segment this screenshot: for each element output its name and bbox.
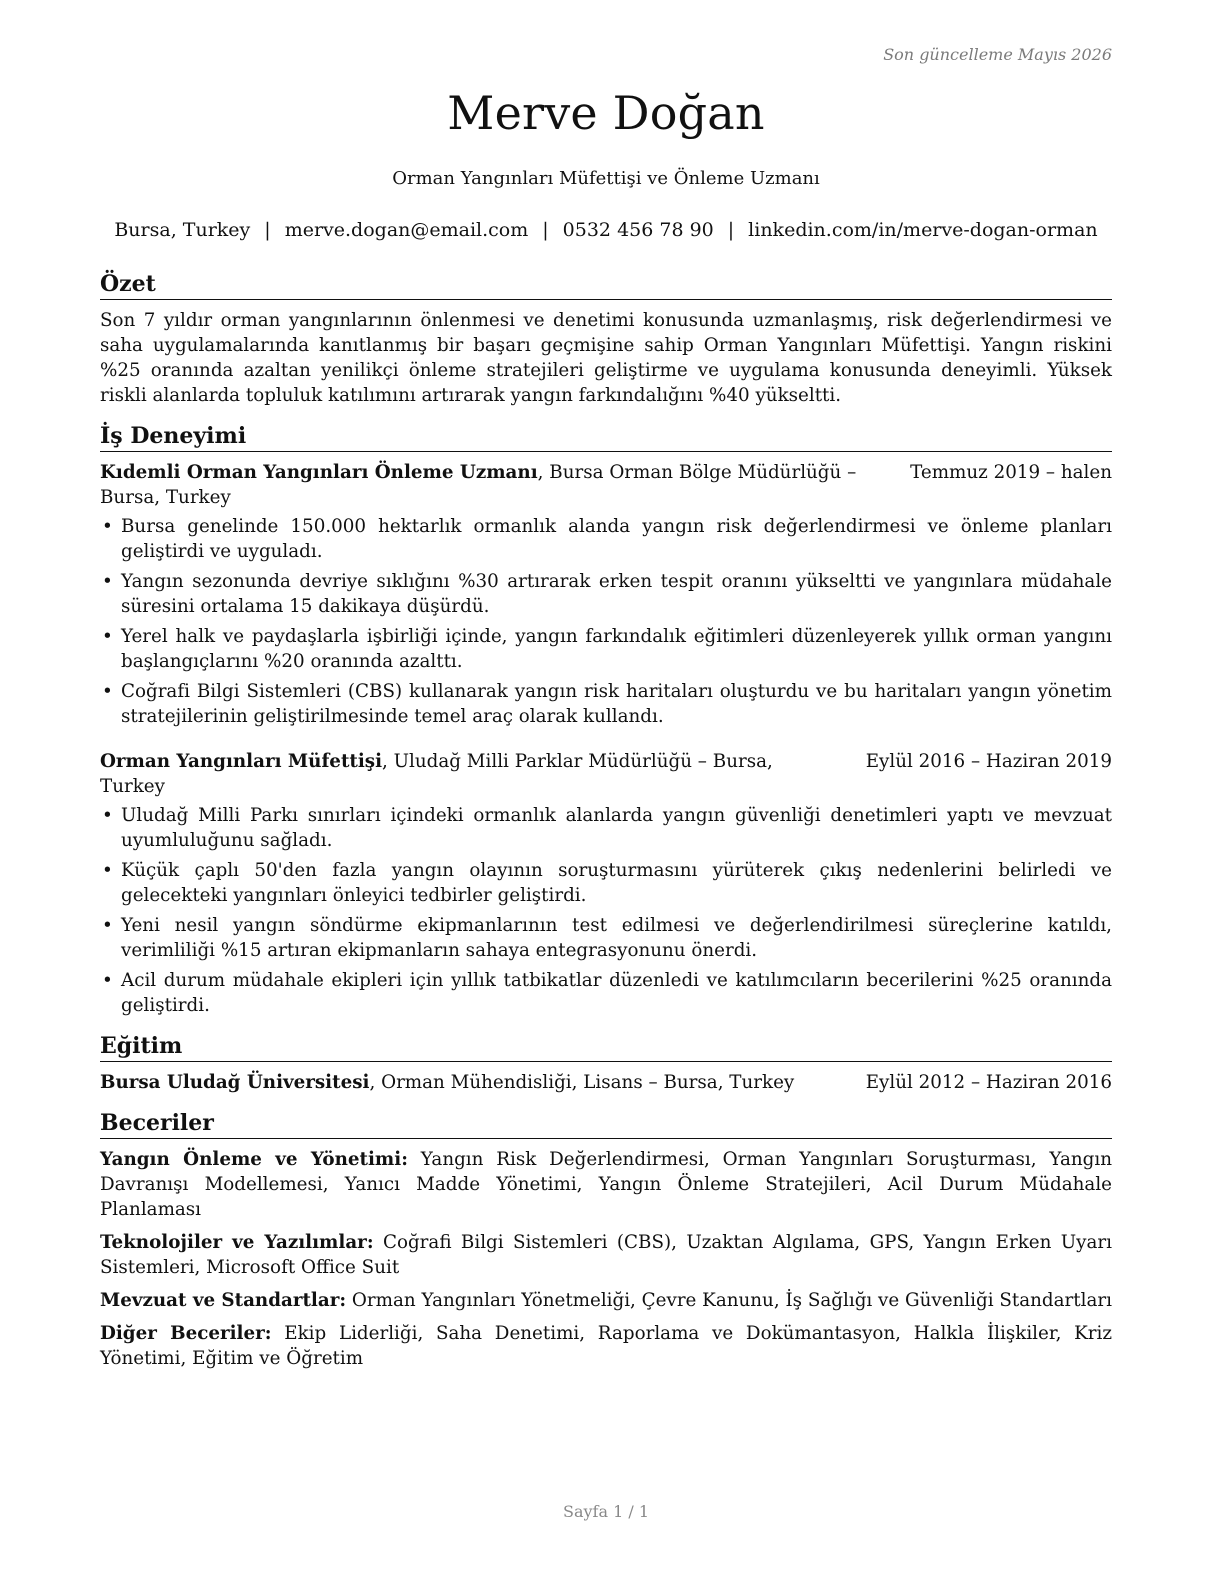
- job-dates: Eylül 2016 – Haziran 2019: [865, 751, 1112, 772]
- job-entry: [100, 749, 1112, 1018]
- skill-group: [100, 1288, 1112, 1313]
- job-entry: [100, 460, 1112, 729]
- page-number: Sayfa 1 / 1: [562, 1502, 649, 1521]
- skill-group-text: Yangın Risk Değerlendirmesi, Orman Yangınları Soruşturması, Yangın Davranışı Modellemesi, Yanıcı Madde Yönetimi, Yangın Önleme Stratejileri, Acil Durum Müdahale Planlaması: [100, 1149, 1113, 1220]
- contact-line: [100, 219, 1112, 241]
- candidate-title: Orman Yangınları Müfettişi ve Önleme Uzmanı: [392, 168, 820, 189]
- job-bullet: • Küçük çaplı 50'den fazla yangın olayının soruşturmasını yürüterek çıkış nedenlerini belirledi ve gelecekteki yangınları önleyici tedbirler geliştirdi.: [100, 858, 1112, 908]
- contact-separator: |: [264, 219, 271, 241]
- job-bullet: • Yerel halk ve paydaşlarla işbirliği içinde, yangın farkındalık eğitimleri düzenleyerek yıllık orman yangını başlangıçlarını %20 oranında azalttı.: [100, 624, 1112, 674]
- last-updated-note: Son güncelleme Mayıs 2026: [883, 45, 1112, 64]
- job-bullet: • Bursa genelinde 150.000 hektarlık ormanlık alanda yangın risk değerlendirmesi ve önleme planları geliştirdi ve uyguladı.: [100, 514, 1112, 564]
- skill-group-text: Ekip Liderliği, Saha Denetimi, Raporlama ve Dokümantasyon, Halkla İlişkiler, Kriz Yönetimi, Eğitim ve Öğretim: [100, 1323, 1112, 1369]
- skill-group-label: Diğer Beceriler:: [100, 1323, 272, 1344]
- education-entry: [100, 1070, 1112, 1095]
- skill-group: [100, 1230, 1112, 1280]
- contact-location: Bursa, Turkey: [114, 219, 251, 241]
- education-line: [100, 1070, 866, 1095]
- contact-separator: |: [727, 219, 735, 241]
- job-bullets: [100, 803, 1112, 1018]
- skill-group-label: Mevzuat ve Standartlar:: [100, 1290, 347, 1311]
- job-header: [100, 460, 1112, 510]
- contact-separator: |: [542, 219, 549, 241]
- contact-phone[interactable]: 0532 456 78 90: [562, 219, 714, 241]
- section-heading-skills: Beceriler: [100, 1109, 1112, 1139]
- summary-text: Son 7 yıldır orman yangınlarının önlenmesi ve denetimi konusunda uzmanlaşmış, risk değerlendirmesi ve saha uygulamalarında kanıtlanmış bir başarı geçmişine sahip Orman Yangınları Müfettişi. Yangın riskini %25 oranında azaltan yenilikçi önleme stratejileri geliştirme ve uygulama konusunda deneyimli. Yüksek riskli alanlarda topluluk katılımını artırarak yangın farkındalığını %40 yükseltti.: [100, 310, 1112, 406]
- job-title-line: [100, 749, 866, 799]
- job-bullet: • Yeni nesil yangın söndürme ekipmanlarının test edilmesi ve değerlendirilmesi süreçlerine katıldı, verimliliği %15 artıran ekipmanların sahaya entegrasyonunu önerdi.: [100, 913, 1112, 963]
- candidate-name: Merve Doğan: [447, 86, 765, 140]
- skill-group-text: Orman Yangınları Yönetmeliği, Çevre Kanunu, İş Sağlığı ve Güvenliği Standartları: [346, 1290, 1112, 1311]
- resume-content: [100, 270, 1112, 1379]
- section-heading-experience: İş Deneyimi: [100, 422, 1112, 452]
- job-organization: , Uludağ Milli Parklar Müdürlüğü – Bursa, Turkey: [100, 751, 773, 797]
- job-role: Kıdemli Orman Yangınları Önleme Uzmanı: [100, 462, 538, 483]
- resume-page: [100, 0, 1112, 1584]
- education-school: Bursa Uludağ Üniversitesi: [100, 1072, 370, 1093]
- contact-linkedin[interactable]: linkedin.com/in/merve-dogan-orman: [748, 219, 1098, 241]
- contact-email[interactable]: merve.dogan@email.com: [284, 219, 529, 241]
- skill-group: [100, 1321, 1112, 1371]
- job-organization: , Bursa Orman Bölge Müdürlüğü – Bursa, Turkey: [100, 462, 857, 508]
- section-heading-education: Eğitim: [100, 1032, 1112, 1062]
- job-dates: Temmuz 2019 – halen: [910, 462, 1112, 483]
- job-bullet: • Acil durum müdahale ekipleri için yıllık tatbikatlar düzenledi ve katılımcıların becerilerini %25 oranında geliştirdi.: [100, 968, 1112, 1018]
- education-dates: Eylül 2012 – Haziran 2016: [865, 1072, 1112, 1093]
- job-bullets: [100, 514, 1112, 729]
- education-detail: , Orman Mühendisliği, Lisans – Bursa, Turkey: [369, 1072, 795, 1093]
- job-bullet: • Coğrafi Bilgi Sistemleri (CBS) kullanarak yangın risk haritaları oluşturdu ve bu haritaları yangın yönetim stratejilerinin geliştirilmesinde temel araç olarak kullandı.: [100, 679, 1112, 729]
- section-heading-summary: Özet: [100, 270, 1112, 300]
- job-bullet: • Uludağ Milli Parkı sınırları içindeki ormanlık alanlarda yangın güvenliği denetimleri yaptı ve mevzuat uyumluluğunu sağladı.: [100, 803, 1112, 853]
- skill-group-label: Yangın Önleme ve Yönetimi:: [100, 1149, 408, 1170]
- job-bullet: • Yangın sezonunda devriye sıklığını %30 artırarak erken tespit oranını yükseltti ve yangınlara müdahale süresini ortalama 15 dakikaya düşürdü.: [100, 569, 1112, 619]
- job-title-line: [100, 460, 910, 510]
- job-header: [100, 749, 1112, 799]
- skill-group-text: Coğrafi Bilgi Sistemleri (CBS), Uzaktan Algılama, GPS, Yangın Erken Uyarı Sistemleri, Microsoft Office Suit: [100, 1232, 1112, 1278]
- job-role: Orman Yangınları Müfettişi: [100, 751, 383, 772]
- skill-group: [100, 1147, 1112, 1222]
- skill-group-label: Teknolojiler ve Yazılımlar:: [100, 1232, 374, 1253]
